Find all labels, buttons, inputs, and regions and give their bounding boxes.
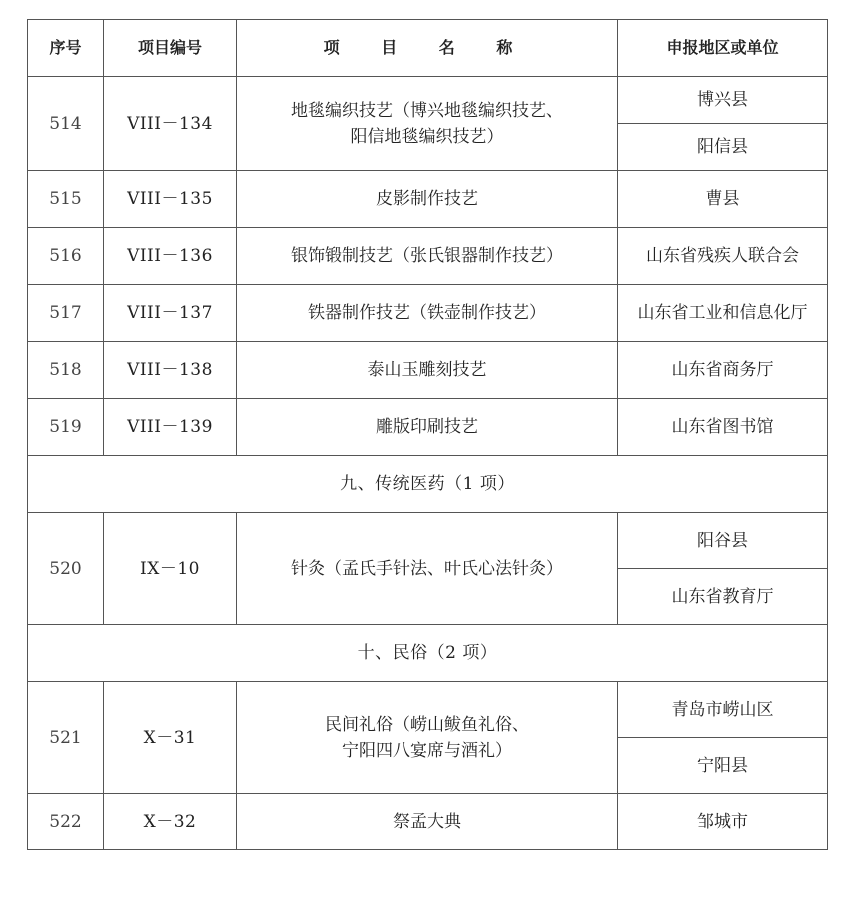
- row-name: 铁器制作技艺（铁壶制作技艺）: [237, 285, 618, 342]
- row-region: 山东省商务厅: [618, 342, 828, 399]
- row-name-line2: 阳信地毯编织技艺）: [350, 126, 504, 147]
- row-name-line2: 宁阳四八宴席与酒礼）: [342, 740, 512, 761]
- header-region: 申报地区或单位: [618, 20, 828, 77]
- header-code: 项目编号: [104, 20, 237, 77]
- table-row: [28, 399, 828, 456]
- row-code: VIII－134: [104, 77, 237, 171]
- row-code: VIII－135: [104, 171, 237, 228]
- row-name-line1: 地毯编织技艺（博兴地毯编织技艺、: [291, 100, 563, 121]
- heritage-project-table: [27, 19, 828, 850]
- row-region: 宁阳县: [618, 738, 828, 794]
- row-code: VIII－137: [104, 285, 237, 342]
- row-region: 博兴县: [618, 77, 828, 124]
- row-name-line1: 民间礼俗（崂山鲅鱼礼俗、: [325, 714, 529, 735]
- row-seq: 519: [28, 399, 104, 456]
- row-seq: 520: [28, 513, 104, 625]
- row-name: 皮影制作技艺: [237, 171, 618, 228]
- row-seq: 521: [28, 682, 104, 794]
- section-row: [28, 625, 828, 682]
- row-code: IX－10: [104, 513, 237, 625]
- row-name: 泰山玉雕刻技艺: [237, 342, 618, 399]
- row-name: 银饰锻制技艺（张氏银器制作技艺）: [237, 228, 618, 285]
- row-region: 山东省教育厅: [618, 569, 828, 625]
- row-name: 祭孟大典: [237, 794, 618, 850]
- row-seq: 517: [28, 285, 104, 342]
- table-row: [28, 342, 828, 399]
- row-name: 雕版印刷技艺: [237, 399, 618, 456]
- row-code: X－31: [104, 682, 237, 794]
- row-name: 针灸（孟氏手针法、叶氏心法针灸）: [237, 513, 618, 625]
- row-region: 山东省残疾人联合会: [618, 228, 828, 285]
- table-row: [28, 171, 828, 228]
- row-region: 曹县: [618, 171, 828, 228]
- section-row: [28, 456, 828, 513]
- row-code: X－32: [104, 794, 237, 850]
- row-code: VIII－139: [104, 399, 237, 456]
- header-name: 项 目 名 称: [237, 20, 618, 77]
- table-row: [28, 513, 828, 569]
- table-row: [28, 794, 828, 850]
- table-row: [28, 228, 828, 285]
- row-name: [237, 77, 618, 171]
- row-region: 青岛市崂山区: [618, 682, 828, 738]
- row-name: [237, 682, 618, 794]
- row-region: 邹城市: [618, 794, 828, 850]
- table-row: [28, 77, 828, 124]
- row-region: 山东省工业和信息化厅: [618, 285, 828, 342]
- table-row: [28, 682, 828, 738]
- row-region: 阳信县: [618, 124, 828, 171]
- row-code: VIII－136: [104, 228, 237, 285]
- row-seq: 518: [28, 342, 104, 399]
- row-region: 阳谷县: [618, 513, 828, 569]
- row-seq: 514: [28, 77, 104, 171]
- header-seq: 序号: [28, 20, 104, 77]
- row-seq: 522: [28, 794, 104, 850]
- row-code: VIII－138: [104, 342, 237, 399]
- table-row: [28, 285, 828, 342]
- row-seq: 515: [28, 171, 104, 228]
- header-row: [28, 20, 828, 77]
- row-seq: 516: [28, 228, 104, 285]
- section-heading: 九、传统医药（1 项）: [28, 456, 828, 513]
- row-region: 山东省图书馆: [618, 399, 828, 456]
- section-heading: 十、民俗（2 项）: [28, 625, 828, 682]
